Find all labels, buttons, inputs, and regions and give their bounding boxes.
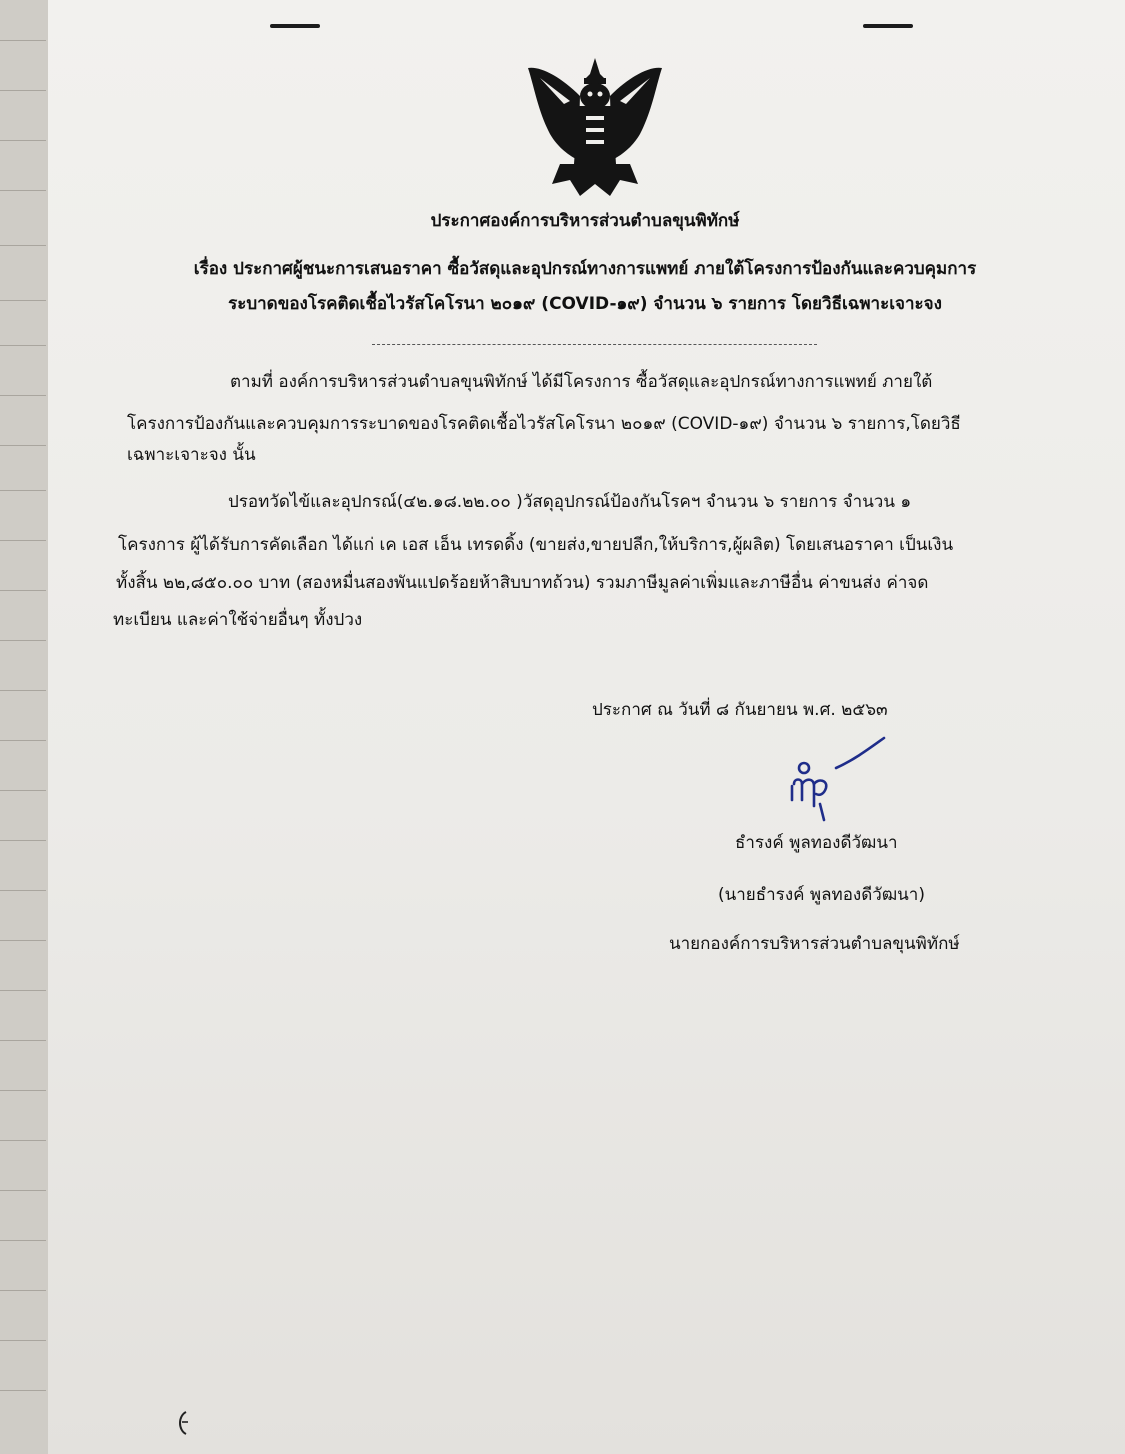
signer-name: ธำรงค์ พูลทองดีวัฒนา [735,833,898,853]
top-left-mark [270,24,320,28]
handwritten-signature-icon [780,734,900,834]
paragraph-1-line-2: โครงการป้องกันและควบคุมการระบาดของโรคติดเชื้อไวรัสโคโรนา ๒๐๑๙ (COVID-๑๙) จำนวน ๖ รายการ,โดยวิธี [127,414,961,434]
announcement-subject-line-1: เรื่อง ประกาศผู้ชนะการเสนอราคา ซื้อวัสดุและอุปกรณ์ทางการแพทย์ ภายใต้โครงการป้องกันและควบคุมการ [193,259,977,279]
paragraph-1-line-3: เฉพาะเจาะจง นั้น [127,445,256,465]
title-separator [372,344,817,345]
signer-name-parenthetical: (นายธำรงค์ พูลทองดีวัฒนา) [718,885,925,905]
bottom-pen-mark [172,1408,192,1438]
signer-position: นายกองค์การบริหารส่วนตำบลขุนพิทักษ์ [669,934,960,954]
left-notebook-strip [0,0,49,1454]
paragraph-2-line-1: ปรอทวัดไข้และอุปกรณ์(๔๒.๑๘.๒๒.๐๐ )วัสดุอุปกรณ์ป้องกันโรคฯ จำนวน ๖ รายการ จำนวน ๑ [228,492,912,512]
announcement-subject-line-2: ระบาดของโรคติดเชื้อไวรัสโคโรนา ๒๐๑๙ (COVID-๑๙) จำนวน ๖ รายการ โดยวิธีเฉพาะเจาะจง [228,294,942,314]
top-right-mark [863,24,913,28]
paragraph-2-line-4: ทะเบียน และค่าใช้จ่ายอื่นๆ ทั้งปวง [113,610,363,630]
paragraph-1-line-1: ตามที่ องค์การบริหารส่วนตำบลขุนพิทักษ์ ได้มีโครงการ ซื้อวัสดุและอุปกรณ์ทางการแพทย์ ภายใต้ [230,372,933,392]
announcement-date: ประกาศ ณ วันที่ ๘ กันยายน พ.ศ. ๒๕๖๓ [592,700,888,720]
paragraph-2-line-2: โครงการ ผู้ได้รับการคัดเลือก ได้แก่ เค เอส เอ็น เทรดดิ้ง (ขายส่ง,ขายปลีก,ให้บริการ,ผู้ผลิต) โดยเสนอราคา เป็นเงิน [118,535,954,555]
garuda-emblem-icon [520,56,670,206]
announcement-title: ประกาศองค์การบริหารส่วนตำบลขุนพิทักษ์ [430,211,740,231]
paragraph-2-line-3: ทั้งสิ้น ๒๒,๘๕๐.๐๐ บาท (สองหมื่นสองพันแปดร้อยห้าสิบบาทถ้วน) รวมภาษีมูลค่าเพิ่มและภาษีอื่น ค่าขนส่ง ค่าจด [116,573,929,593]
